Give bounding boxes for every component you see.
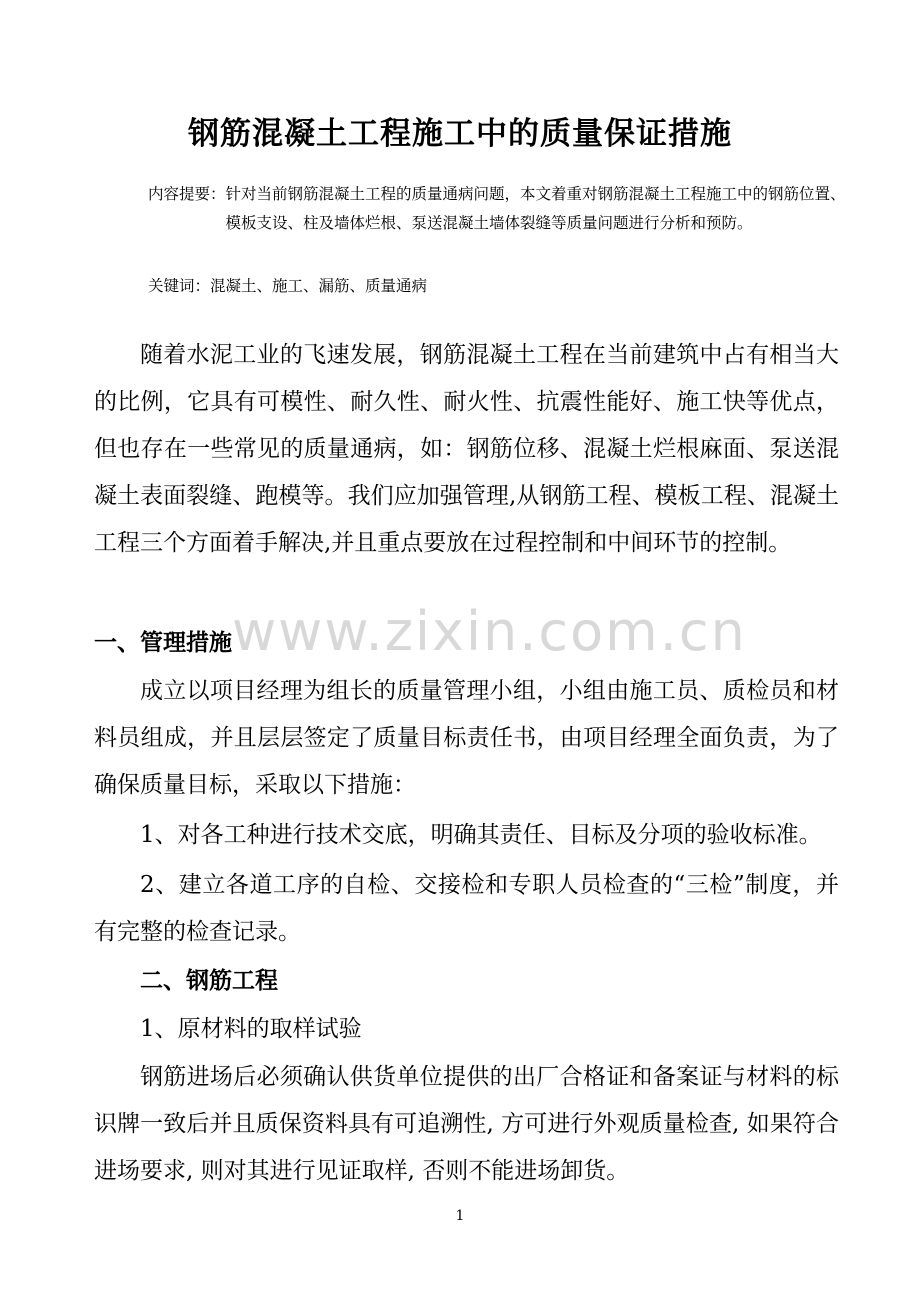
section1-paragraph: 成立以项目经理为组长的质量管理小组，小组由施工员、质检员和材料员组成，并且层层签定了质量目标责任书，由项目经理全面负责，为了确保质量目标，采取以下措施： — [94, 678, 839, 798]
section2-heading: 二、钢筋工程 — [140, 968, 278, 994]
keywords-label: 关键词： — [148, 277, 211, 295]
list-item-2: 2、建立各道工序的自检、交接检和专职人员检查的“三检”制度，并有完整的检查记录。 — [94, 872, 839, 945]
page-number: 1 — [455, 1208, 465, 1224]
intro-paragraph: 随着水泥工业的飞速发展，钢筋混凝土工程在当前建筑中占有相当大的比例，它具有可模性、耐久性、耐火性、抗震性能好、施工快等优点，但也存在一些常见的质量通病，如：钢筋位移、混凝土烂根麻面、泵送混凝土表面裂缝、跑模等。我们应加强管理,从钢筋工程、模板工程、混凝土工程三个方面着手解决,并且重点要放在过程控制和中间环节的控制。 — [94, 342, 839, 556]
abstract — [148, 180, 848, 238]
section1-heading: 一、管理措施 — [94, 630, 232, 656]
document-title: 钢筋混凝土工程施工中的质量保证措施 — [188, 116, 732, 152]
subsection-paragraph: 钢筋进场后必须确认供货单位提供的出厂合格证和备案证与材料的标识牌一致后并且质保资料具有可追溯性, 方可进行外观质量检查, 如果符合进场要求, 则对其进行见证取样, 否则不能进场卸货。 — [94, 1064, 839, 1184]
watermark: www.zixin.com.cn — [232, 600, 747, 663]
keywords — [148, 272, 427, 301]
abstract-text: 针对当前钢筋混凝土工程的质量通病问题，本文着重对钢筋混凝土工程施工中的钢筋位置、模板支设、柱及墙体烂根、泵送混凝土墙体裂缝等质量问题进行分析和预防。 — [225, 185, 846, 232]
list-item-1: 1、对各工种进行技术交底，明确其责任、目标及分项的验收标准。 — [140, 822, 822, 848]
subsection-heading: 1、原材料的取样试验 — [140, 1016, 362, 1042]
abstract-label: 内容提要： — [148, 185, 226, 203]
keywords-text: 混凝土、施工、漏筋、质量通病 — [210, 277, 428, 295]
